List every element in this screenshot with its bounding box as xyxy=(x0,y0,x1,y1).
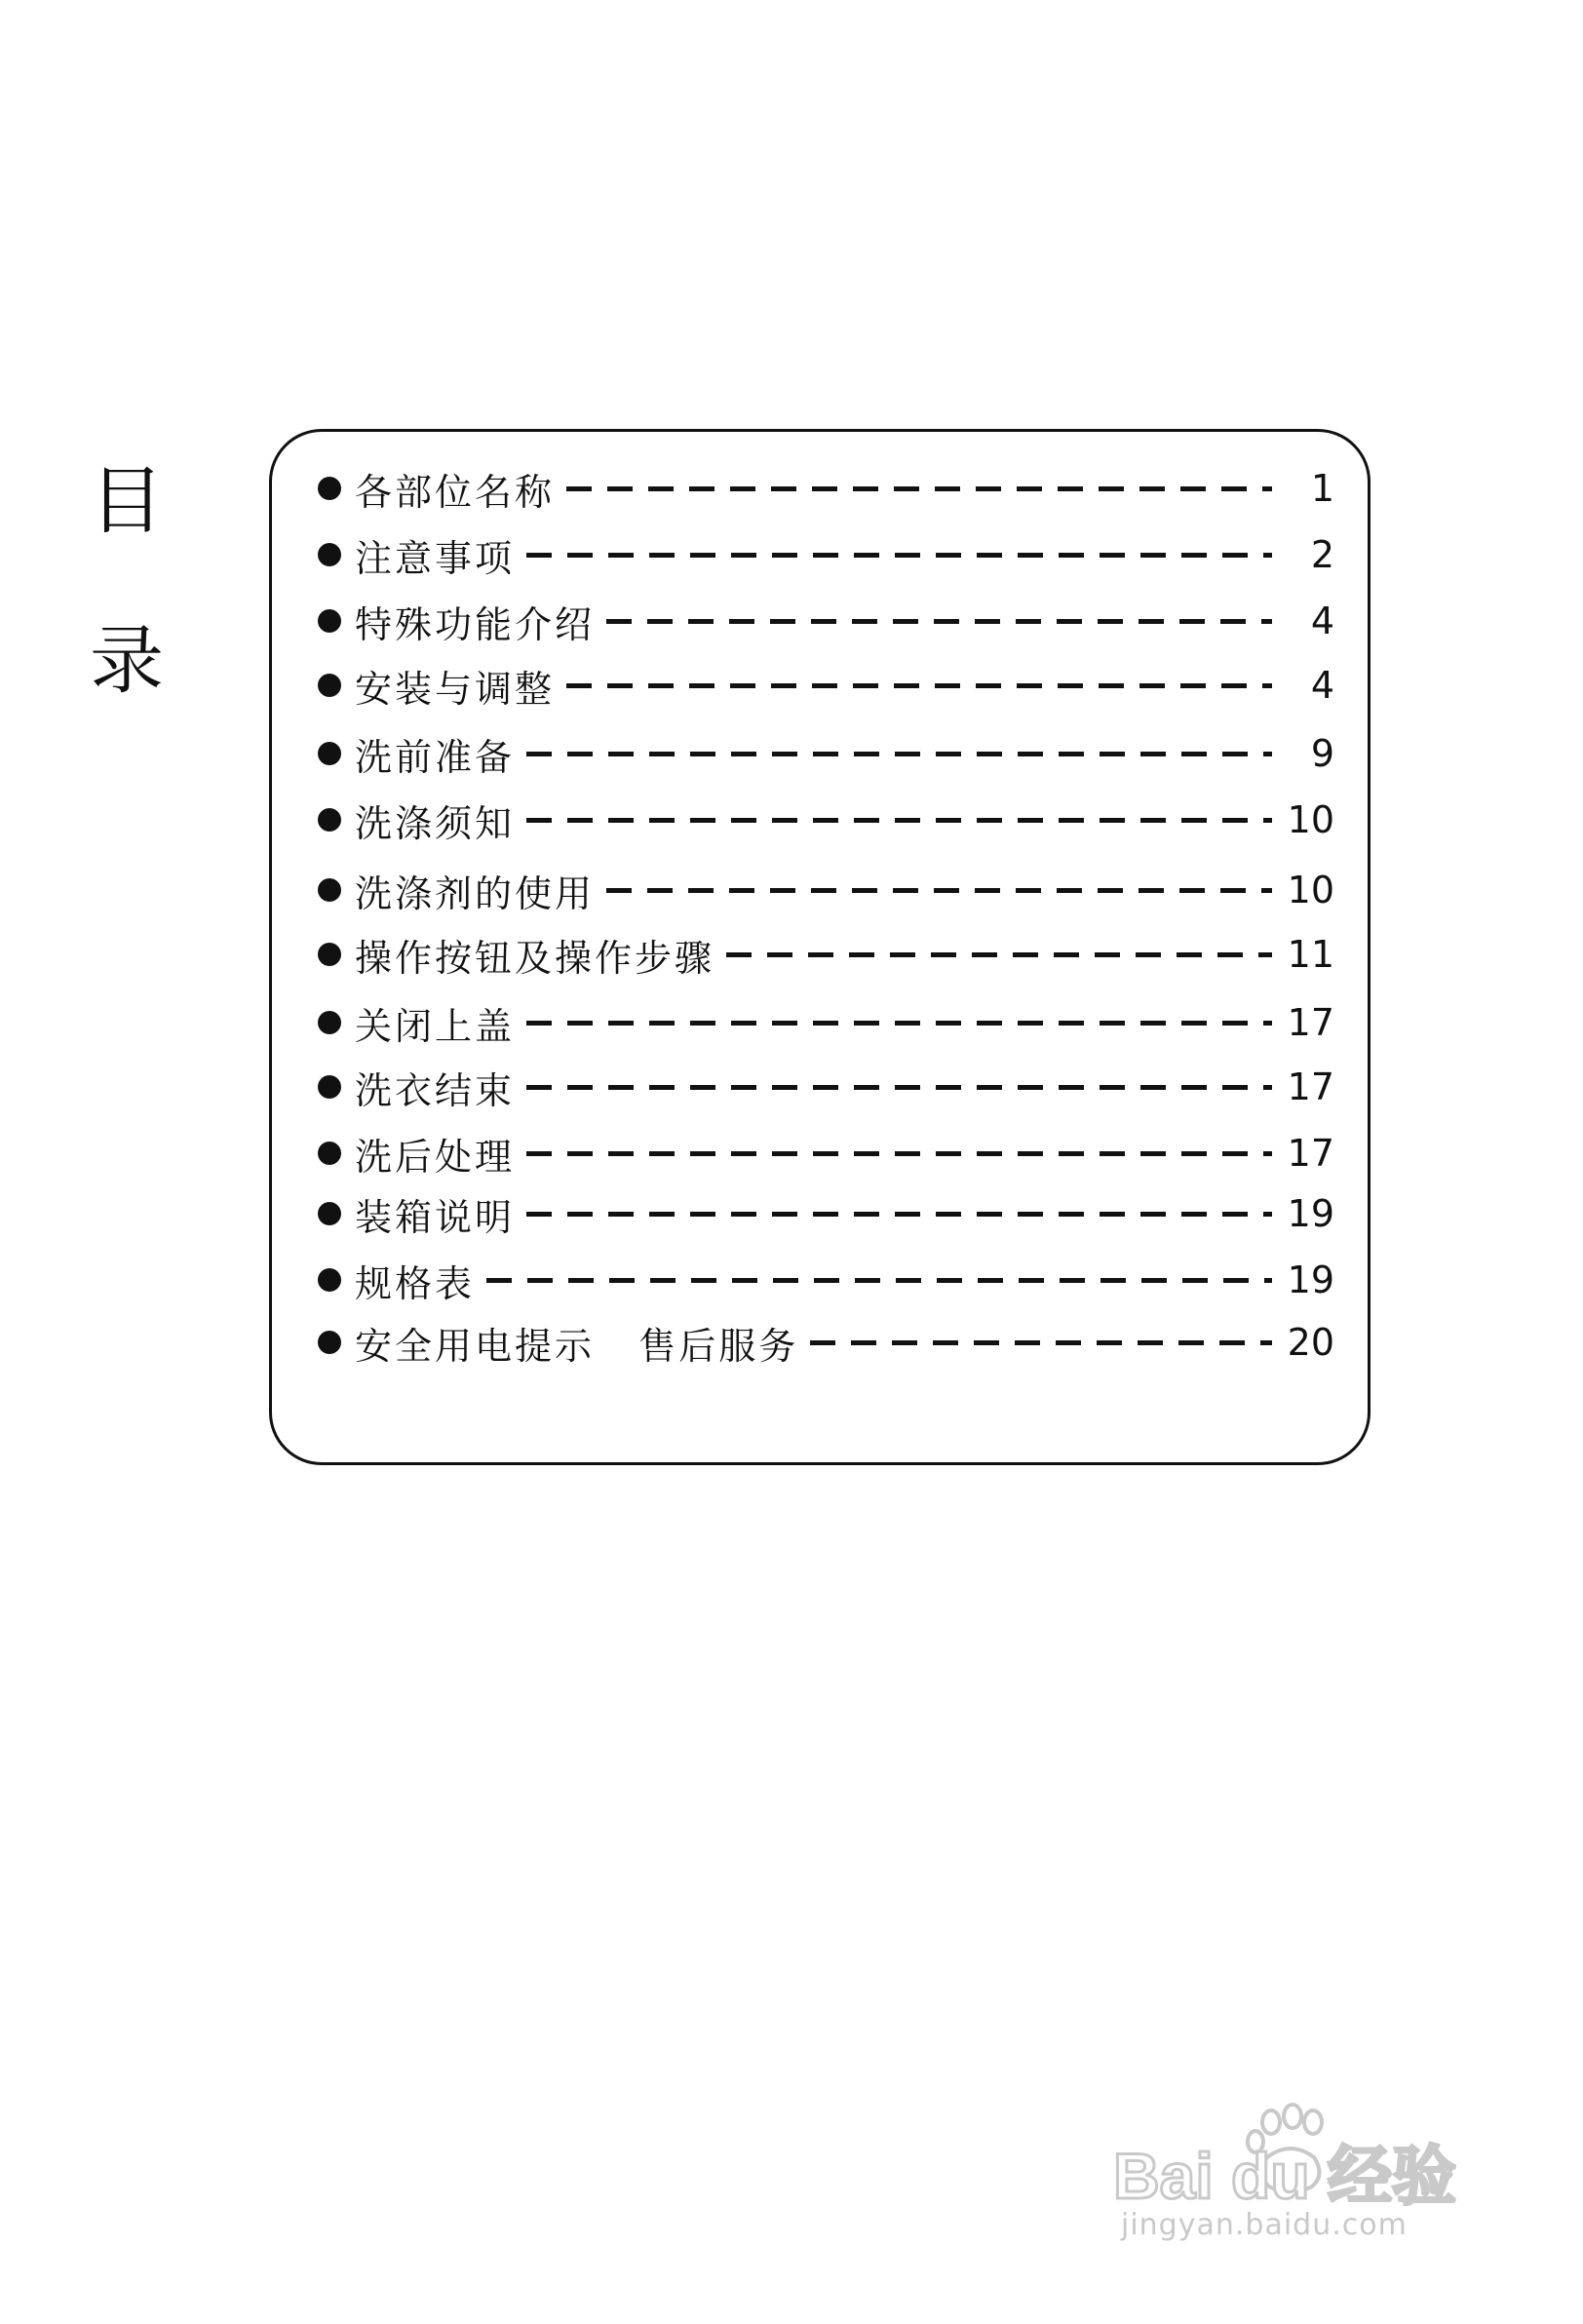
bullet-icon xyxy=(318,1268,341,1292)
bullet-icon xyxy=(318,1011,341,1034)
bullet-icon xyxy=(318,943,341,966)
toc-leader-dashes xyxy=(726,952,1272,957)
toc-item xyxy=(318,659,1334,712)
toc-leader-dashes xyxy=(566,486,1272,491)
toc-item-label: 规格表 xyxy=(355,1261,476,1305)
toc-item-page: 17 xyxy=(1287,1132,1334,1175)
bullet-icon xyxy=(318,742,341,765)
toc-leader-dashes xyxy=(526,1085,1272,1090)
toc-leader-dashes xyxy=(526,1212,1272,1217)
watermark-logo-text: Bai du 经验 xyxy=(1113,2140,1457,2208)
toc-item-label: 各部位名称 xyxy=(355,470,556,514)
bullet-icon xyxy=(318,808,341,832)
toc-item-label: 安装与调整 xyxy=(355,667,556,711)
toc-item-label: 特殊功能介绍 xyxy=(355,602,596,646)
toc-item-page: 10 xyxy=(1287,798,1334,841)
toc-item-label: 洗前准备 xyxy=(355,735,516,779)
toc-item-page: 17 xyxy=(1287,1065,1334,1108)
toc-item-page: 4 xyxy=(1310,664,1334,707)
bullet-icon xyxy=(318,477,341,500)
bullet-icon xyxy=(318,674,341,697)
bullet-icon xyxy=(318,1331,341,1354)
toc-title-char-1: 目 xyxy=(90,457,164,544)
toc-item-label: 关闭上盖 xyxy=(355,1004,516,1048)
bullet-icon xyxy=(318,609,341,633)
toc-item-label: 安全用电提示 售后服务 xyxy=(355,1324,799,1368)
toc-item-page: 2 xyxy=(1310,533,1334,576)
toc-item xyxy=(318,996,1334,1049)
toc-item-page: 11 xyxy=(1287,933,1334,976)
toc-item xyxy=(318,1316,1334,1369)
toc-leader-dashes xyxy=(606,619,1272,624)
toc-item-page: 10 xyxy=(1287,869,1334,911)
toc-leader-dashes xyxy=(526,752,1272,756)
toc-item-label: 注意事项 xyxy=(355,536,516,580)
toc-item-label: 洗涤须知 xyxy=(355,801,516,845)
baidu-jingyan-watermark-logo xyxy=(1113,2101,1484,2208)
toc-item-label: 洗涤剂的使用 xyxy=(355,872,596,915)
toc-item-page: 19 xyxy=(1287,1259,1334,1301)
toc-item xyxy=(318,1254,1334,1306)
toc-item xyxy=(318,595,1334,647)
toc-item xyxy=(318,1061,1334,1113)
toc-leader-dashes xyxy=(566,683,1272,688)
toc-leader-dashes xyxy=(526,1021,1272,1026)
toc-leader-dashes xyxy=(486,1278,1272,1283)
toc-item xyxy=(318,1187,1334,1240)
toc-item-label: 操作按钮及操作步骤 xyxy=(355,936,715,980)
toc-item xyxy=(318,864,1334,916)
toc-item xyxy=(318,462,1334,515)
toc-item-label: 洗后处理 xyxy=(355,1135,516,1179)
toc-item-label: 装箱说明 xyxy=(355,1195,516,1239)
toc-item xyxy=(318,727,1334,780)
toc-item xyxy=(318,1127,1334,1180)
bullet-icon xyxy=(318,878,341,902)
toc-item-page: 17 xyxy=(1287,1001,1334,1044)
toc-item xyxy=(318,928,1334,981)
bullet-icon xyxy=(318,543,341,566)
toc-item-page: 20 xyxy=(1287,1321,1334,1364)
toc-leader-dashes xyxy=(606,888,1272,893)
bullet-icon xyxy=(318,1075,341,1099)
toc-item-page: 1 xyxy=(1310,467,1334,510)
toc-item-label: 洗衣结束 xyxy=(355,1068,516,1112)
toc-leader-dashes xyxy=(526,1151,1272,1156)
toc-item xyxy=(318,794,1334,846)
toc-item-page: 4 xyxy=(1310,600,1334,642)
watermark-url: jingyan.baidu.com xyxy=(1121,2208,1408,2242)
toc-leader-dashes xyxy=(810,1340,1272,1345)
toc-item-page: 19 xyxy=(1287,1192,1334,1235)
toc-leader-dashes xyxy=(526,553,1272,558)
toc-item xyxy=(318,528,1334,581)
toc-item-page: 9 xyxy=(1310,732,1334,775)
bullet-icon xyxy=(318,1202,341,1225)
toc-leader-dashes xyxy=(526,818,1272,823)
bullet-icon xyxy=(318,1142,341,1165)
toc-title-char-2: 录 xyxy=(90,617,164,704)
